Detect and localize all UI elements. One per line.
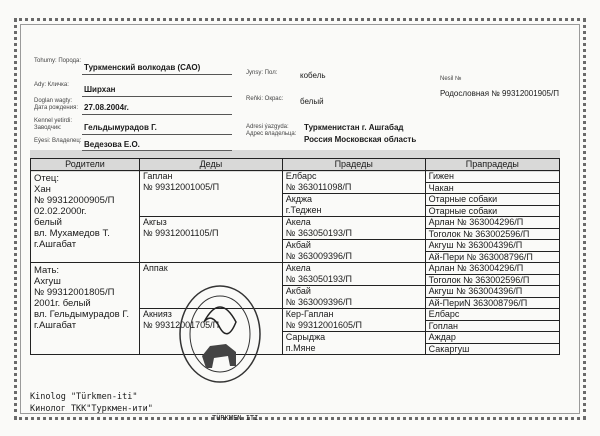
breed-caption: Tohumy: Порода: — [34, 58, 82, 64]
mother-cell — [31, 263, 140, 355]
grandsire-paternal: Гаплан № 99312001005/П — [139, 171, 282, 217]
gggp-cell: Аждар — [425, 332, 559, 344]
pedigree-table — [30, 158, 560, 355]
col-header-grandparents: Деды — [139, 159, 282, 171]
father-line: г.Ашгабат — [34, 239, 77, 250]
breed-value: Туркменский волкодав (САО) — [84, 63, 201, 72]
father-line: вл. Мухамедов Т. — [34, 228, 110, 239]
gggp-cell: Тоголок № 363002596/П — [425, 274, 559, 286]
gggp-cell: Сакаргуш — [425, 343, 559, 355]
ggp-cell: Акбай № 363009396/П — [282, 286, 425, 309]
mother-line: 2001г. белый — [34, 298, 91, 309]
dob-underline — [82, 114, 232, 115]
ggp-cell: Сарыджа п.Мяне — [282, 332, 425, 355]
father-line: № 99312000905/П — [34, 195, 115, 206]
breeder-underline — [82, 134, 232, 135]
address-caption: Adresi ýazgyda: Адрес владельца: — [246, 124, 297, 137]
gggp-cell: Ай-Пери № 363008796/П — [425, 251, 559, 263]
number-caption: Nesil № — [440, 76, 462, 82]
gggp-cell: Арлан № 363004296/П — [425, 263, 559, 275]
col-header-great-grandparents: Прадеды — [282, 159, 425, 171]
color-caption: Reňki: Окрас: — [246, 96, 284, 102]
father-line: Хан — [34, 184, 51, 195]
ggp-cell: Елбарс № 363011098/П — [282, 171, 425, 194]
gggp-cell: Акгуш № 363004396/П — [425, 286, 559, 298]
name-value: Ширхан — [84, 85, 116, 94]
gggp-cell: Отарные собаки — [425, 205, 559, 217]
father-line: 02.02.2000г. — [34, 206, 87, 217]
father-cell — [31, 171, 140, 263]
gggp-cell: Арлан № 363004296/П — [425, 217, 559, 229]
address-line2: Россия Московская область — [304, 135, 417, 144]
gggp-cell: Акгуш № 363004396/П — [425, 240, 559, 252]
name-underline — [82, 96, 232, 97]
sex-value: кобель — [300, 71, 326, 80]
father-line: белый — [34, 217, 62, 228]
name-caption: Ady: Кличка: — [34, 82, 69, 88]
mother-line: № 99312001805/П — [34, 287, 115, 298]
col-header-parents: Родители — [31, 159, 140, 171]
grandsire-maternal: Аппак — [139, 263, 282, 309]
ggp-cell: Акджа г.Теджен — [282, 194, 425, 217]
ggp-cell: Акела № 363050193/П — [282, 263, 425, 286]
address-line1: Туркменистан г. Ашгабад — [304, 123, 404, 132]
breeder-value: Гельдымурадов Г. — [84, 123, 157, 132]
gggp-cell: Тоголок № 363002596/П — [425, 228, 559, 240]
dob-value: 27.08.2004г. — [84, 103, 129, 112]
mother-line: вл. Гельдымурадов Г. — [34, 309, 129, 320]
color-value: белый — [300, 97, 324, 106]
official-stamp-icon — [176, 282, 264, 392]
mother-line: Ахгуш — [34, 276, 61, 287]
owner-value: Ведезова Е.О. — [84, 140, 140, 149]
gggp-cell: Гоплан — [425, 320, 559, 332]
gggp-cell: Чакан — [425, 182, 559, 194]
father-line: Отец: — [34, 173, 59, 184]
table-header-row — [31, 159, 560, 171]
breeder-caption: Kennel yetirdi: Заводчик: — [34, 118, 73, 131]
mother-line: г.Ашгабат — [34, 320, 77, 331]
gggp-cell: Гижен — [425, 171, 559, 183]
number-value: Родословная № 99312001905/П — [440, 89, 559, 98]
kinolog-line-1: Kinolog "Türkmen-iti" — [30, 392, 138, 402]
mother-line: Мать: — [34, 265, 60, 276]
gggp-cell: Елбарс — [425, 309, 559, 321]
stamp-caption: TÜRKMEN ITI — [212, 414, 259, 422]
owner-caption: Eýesi: Владелец: — [34, 138, 82, 144]
gggp-cell: Отарные собаки — [425, 194, 559, 206]
ggp-cell: Акбай № 363009396/П — [282, 240, 425, 263]
granddam-maternal: Акнияз № 99312001705/П — [139, 309, 282, 355]
ggp-cell: Акела № 363050193/П — [282, 217, 425, 240]
breed-underline — [82, 74, 232, 75]
granddam-paternal: Акгыз № 99312001105/П — [139, 217, 282, 263]
gggp-cell: Ай-ПериN 363008796/П — [425, 297, 559, 309]
ggp-cell: Кер-Гаплан № 99312001605/П — [282, 309, 425, 332]
sex-caption: Jynsy: Пол: — [246, 70, 278, 76]
col-header-great-great-grandparents: Прапрадеды — [425, 159, 559, 171]
kinolog-line-2: Кинолог ТКК"Туркмен-ити" — [30, 404, 153, 414]
dob-caption: Doglan wagty: Дата рождения: — [34, 98, 78, 111]
